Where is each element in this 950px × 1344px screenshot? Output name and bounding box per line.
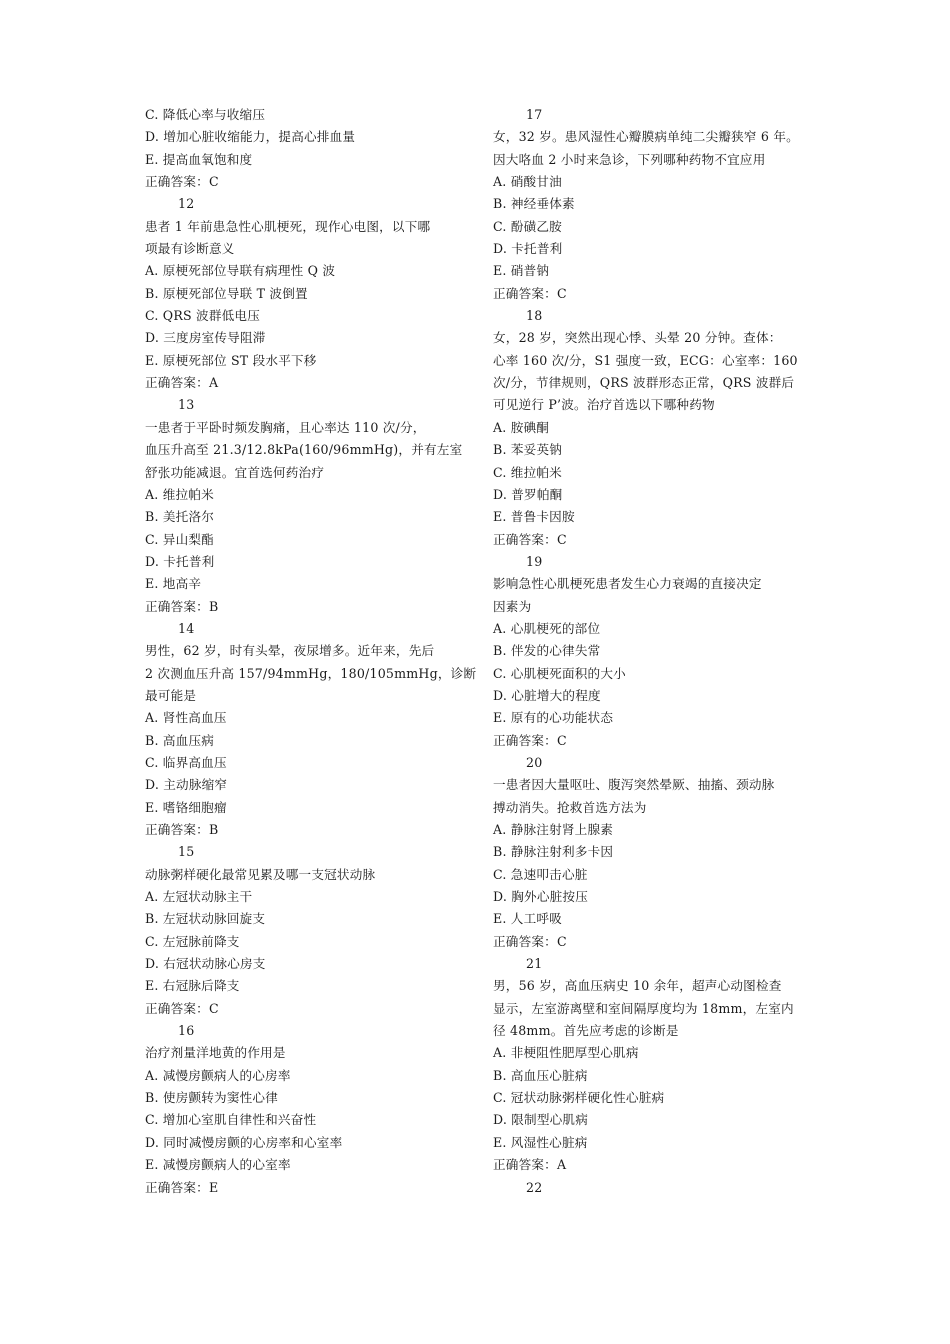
answer-option: C. 急速叩击心脏 [493,866,588,882]
answer-option: E. 普鲁卡因胺 [493,509,575,525]
question-number: 21 [526,956,543,972]
answer-option: C. 降低心率与收缩压 [145,107,266,122]
answer-option: A. 原梗死部位导联有病理性 Q 波 [145,263,336,279]
question-text: 一患者于平卧时频发胸痛，且心率达 110 次/分， [145,419,426,435]
answer-option: E. 减慢房颤病人的心室率 [145,1157,291,1173]
answer-option: C. 临界高血压 [145,754,227,770]
question-text: 心率 160 次/分，S1 强度一致，ECG：心室率：160 [493,352,798,368]
question-text: 影响急性心肌梗死患者发生心力衰竭的直接决定 [493,576,762,592]
question-number: 18 [526,308,543,324]
question-number: 17 [526,107,543,122]
answer-option: C. 增加心室肌自律性和兴奋性 [145,1112,317,1128]
answer-option: D. 三度房室传导阻滞 [145,330,266,346]
answer-option: C. 异山梨酯 [145,531,214,547]
correct-answer: 正确答案：C [493,732,567,748]
answer-option: D. 卡托普利 [493,241,563,257]
answer-option: A. 维拉帕米 [145,486,214,502]
correct-answer: 正确答案：E [145,1179,219,1195]
correct-answer: 正确答案：B [145,598,219,614]
answer-option: C. 左冠脉前降支 [145,933,240,949]
answer-option: E. 地高辛 [145,576,202,592]
answer-option: E. 右冠脉后降支 [145,978,240,994]
correct-answer: 正确答案：A [493,1157,567,1173]
question-number: 22 [526,1179,543,1195]
answer-option: D. 右冠状动脉心房支 [145,956,266,972]
answer-option: D. 普罗帕酮 [493,486,563,502]
question-text: 舒张功能减退。宜首选何药治疗 [145,464,325,480]
answer-option: A. 减慢房颤病人的心房率 [145,1067,291,1083]
question-text: 最可能是 [145,687,197,703]
answer-option: D. 限制型心肌病 [493,1112,589,1128]
question-text: 可见逆行 P’波。治疗首选以下哪种药物 [493,397,715,413]
answer-option: B. 高血压病 [145,732,215,748]
answer-option: B. 原梗死部位导联 T 波倒置 [145,285,308,301]
question-text: 因素为 [493,598,532,614]
answer-option: E. 提高血氧饱和度 [145,151,253,167]
answer-option: B. 伴发的心律失常 [493,643,601,659]
answer-option: D. 主动脉缩窄 [145,777,228,793]
answer-option: A. 左冠状动脉主干 [145,889,253,905]
correct-answer: 正确答案：C [493,285,567,301]
question-number: 15 [178,844,195,860]
question-text: 血压升高至 21.3/12.8kPa(160/96mmHg)，并有左室 [145,442,463,458]
question-text: 治疗剂量洋地黄的作用是 [145,1045,286,1061]
answer-option: D. 心脏增大的程度 [493,687,601,703]
question-text: 因大咯血 2 小时来急诊，下列哪种药物不宜应用 [493,151,766,167]
answer-option: A. 静脉注射肾上腺素 [493,822,614,837]
answer-option: D. 卡托普利 [145,553,215,569]
question-text: 女，28 岁，突然出现心悸、头晕 20 分钟。查体： [493,330,782,346]
correct-answer: 正确答案：B [145,822,219,837]
answer-option: A. 非梗阻性肥厚型心肌病 [493,1045,639,1061]
question-text: 项最有诊断意义 [145,241,235,257]
answer-option: C. 维拉帕米 [493,464,562,480]
correct-answer: 正确答案：C [493,933,567,949]
right-column [493,104,818,1199]
question-text: 一患者因大量呕吐、腹泻突然晕厥、抽搐、颈动脉 [493,777,775,793]
question-number: 12 [178,196,195,212]
question-text: 显示，左室游离壁和室间隔厚度均为 18mm，左室内 [493,1000,794,1016]
question-text: 径 48mm。首先应考虑的诊断是 [493,1023,679,1039]
answer-option: A. 心肌梗死的部位 [493,620,601,636]
answer-option: D. 增加心脏收缩能力，提高心排血量 [145,129,356,145]
correct-answer: 正确答案：A [145,375,219,391]
correct-answer: 正确答案：C [145,1000,219,1016]
answer-option: B. 美托洛尔 [145,509,215,525]
answer-option: D. 胸外心脏按压 [493,889,589,905]
question-number: 14 [178,620,195,636]
question-text: 搏动消失。抢救首选方法为 [493,799,647,815]
answer-option: B. 神经垂体素 [493,196,575,212]
left-column [145,104,475,1199]
answer-option: B. 静脉注射利多卡因 [493,844,614,860]
answer-option: C. QRS 波群低电压 [145,308,260,324]
answer-option: E. 硝普钠 [493,263,550,279]
correct-answer: 正确答案：C [145,174,219,190]
answer-option: E. 风湿性心脏病 [493,1134,588,1150]
question-text: 患者 1 年前患急性心肌梗死，现作心电图，以下哪 [145,218,431,234]
answer-option: B. 苯妥英钠 [493,442,563,458]
answer-option: E. 人工呼吸 [493,911,562,927]
question-number: 16 [178,1023,195,1039]
answer-option: B. 高血压心脏病 [493,1067,588,1083]
answer-option: E. 原有的心功能状态 [493,710,614,726]
question-text: 次/分，节律规则，QRS 波群形态正常，QRS 波群后 [493,375,795,391]
question-number: 13 [178,397,195,413]
answer-option: D. 同时减慢房颤的心房率和心室率 [145,1134,343,1150]
question-number: 20 [526,754,543,770]
answer-option: C. 冠状动脉粥样硬化性心脏病 [493,1090,665,1106]
question-number: 19 [526,553,543,569]
answer-option: A. 肾性高血压 [145,710,227,726]
answer-option: C. 酚磺乙胺 [493,218,562,234]
answer-option: E. 原梗死部位 ST 段水平下移 [145,352,317,368]
question-text: 2 次测血压升高 157/94mmHg，180/105mmHg，诊断 [145,665,477,681]
answer-option: C. 心肌梗死面积的大小 [493,665,626,681]
answer-option: B. 使房颤转为窦性心律 [145,1090,279,1106]
answer-option: A. 胺碘酮 [493,419,550,435]
question-text: 女，32 岁。患风湿性心瓣膜病单纯二尖瓣狭窄 6 年。 [493,129,799,145]
correct-answer: 正确答案：C [493,531,567,547]
answer-option: A. 硝酸甘油 [493,174,562,190]
question-text: 男，56 岁，高血压病史 10 余年，超声心动图检查 [493,978,782,994]
answer-option: B. 左冠状动脉回旋支 [145,911,266,927]
answer-option: E. 嗜铬细胞瘤 [145,799,227,815]
question-text: 动脉粥样硬化最常见累及哪一支冠状动脉 [145,866,376,882]
question-text: 男性，62 岁，时有头晕，夜尿增多。近年来，先后 [145,643,435,659]
